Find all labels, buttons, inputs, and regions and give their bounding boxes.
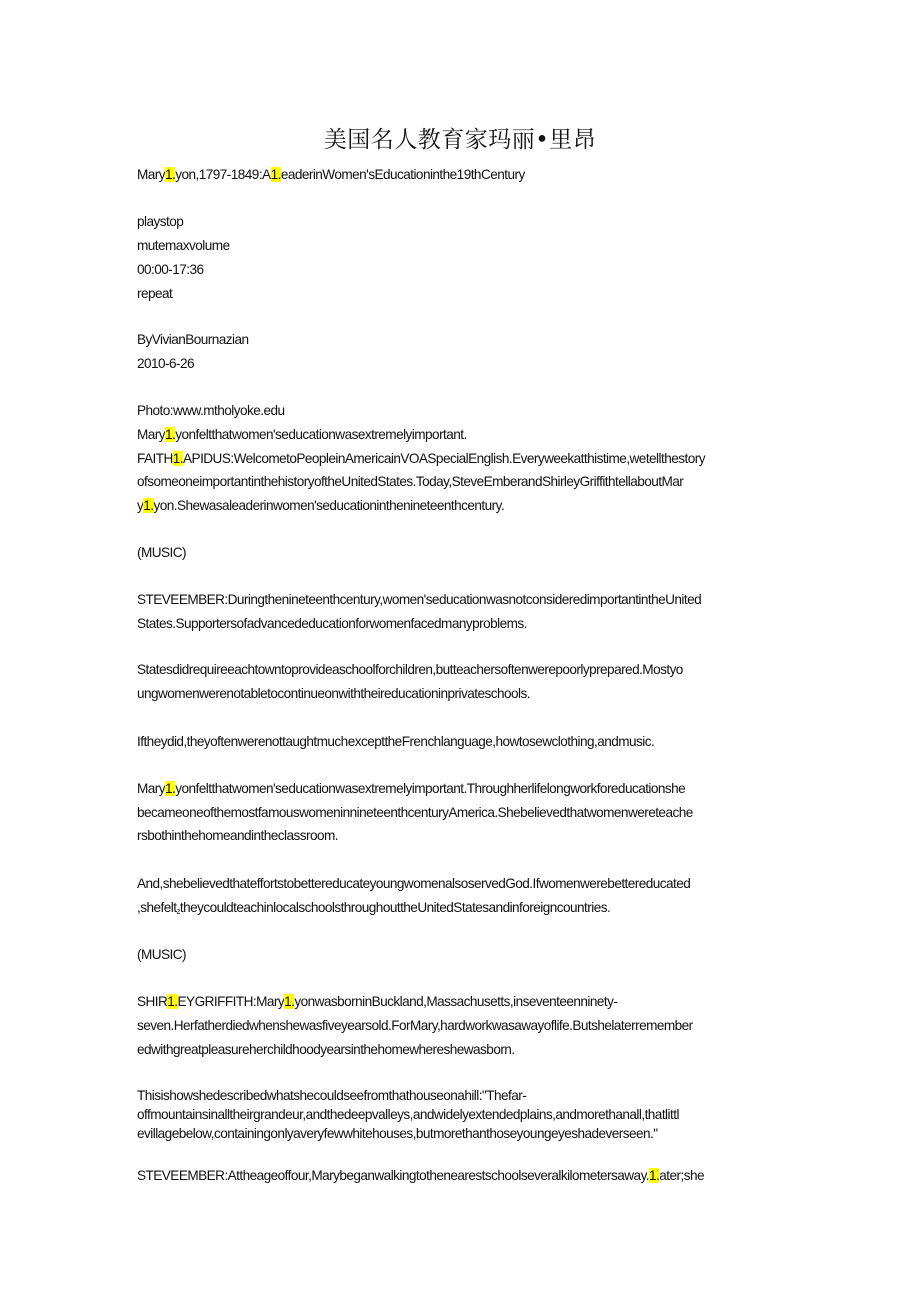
paragraph-7-line-2: seven.Herfatherdiedwhenshewasfiveyearsold.ForMary,hardworkwasawayoflife.Butshelaterremember — [137, 1018, 693, 1033]
paragraph-6-line-2: ,shefelt$_z$theycouldteachinlocalschoolsthroughouttheUnitedStatesandinforeigncountries. — [137, 900, 611, 916]
player-controls-mute-volume: mutemaxvolume — [137, 238, 230, 253]
byline-date: 2010-6-26 — [137, 356, 195, 371]
photo-caption: Mary1.yonfeltthatwomen'seducationwasextremelyimportant. — [137, 427, 467, 442]
photo-credit: Photo:www.mtholyoke.edu — [137, 403, 285, 418]
paragraph-3-line-1: Statesdidrequireeachtowntoprovideaschoolforchildren,butteachersoftenwerepoorlyprepared.Mostyo — [137, 662, 683, 677]
paragraph-5-line-1: Mary1.yonfeltthatwomen'seducationwasextremelyimportant.Throughherlifelongworkforeducationshe — [137, 781, 686, 796]
paragraph-1-line-3: y1.yon.Shewasaleaderinwomen'seducationinthenineteenthcentury. — [137, 498, 505, 513]
highlight-mark: 1. — [172, 451, 184, 466]
paragraph-3-line-2: ungwomenwerenotabletocontinueonwiththeireducationinprivateschools. — [137, 686, 530, 701]
player-repeat: repeat — [137, 286, 173, 301]
highlight-mark: 1. — [165, 167, 176, 182]
paragraph-2-line-1: STEVEEMBER:Duringthenineteenthcentury,women'seducationwasnotconsideredimportantintheUnited — [137, 592, 702, 607]
paragraph-1-line-1: FAITH1.APIDUS:WelcometoPeopleinAmericainVOASpecialEnglish.Everyweekatthistime,wetellthestory — [137, 451, 705, 466]
paragraph-7-line-3: edwithgreatpleasureherchildhoodyearsinthehomewhereshewasborn. — [137, 1042, 515, 1057]
paragraph-9-line-1: STEVEEMBER:Attheageoffour,Marybeganwalkingtothenearestschoolseveralkilometersaway.1.ater;she — [137, 1168, 705, 1183]
paragraph-8-line-1: Thisishowshedescribedwhatshecouldseefromthathouseonahill:"Thefar- — [137, 1088, 527, 1103]
highlight-mark: 1. — [143, 498, 154, 513]
player-controls-play-stop: playstop — [137, 214, 184, 229]
document-title: 美国名人教育家玛丽•里昂 — [323, 127, 597, 153]
byline-author: ByVivianBournazian — [137, 332, 249, 347]
music-cue: (MUSIC) — [137, 947, 187, 962]
player-time: 00:00-17:36 — [137, 262, 204, 277]
highlight-mark: 1. — [649, 1168, 660, 1183]
highlight-mark: 1. — [165, 781, 176, 796]
highlight-mark: 1. — [165, 427, 176, 442]
paragraph-5-line-3: rsbothinthehomeandintheclassroom. — [137, 828, 338, 843]
paragraph-5-line-2: becameoneofthemostfamouswomeninnineteenthcenturyAmerica.Shebelievedthatwomenwereteache — [137, 805, 693, 820]
highlight-mark: 1. — [270, 167, 281, 182]
highlight-mark: 1. — [167, 994, 178, 1009]
paragraph-4-line-1: Iftheydid,theyoftenwerenottaughtmuchexcepttheFrenchlanguage,howtosewclothing,andmusic. — [137, 734, 655, 749]
paragraph-7-line-1: SHIR1.EYGRIFFITH:Mary1.yonwasborninBuckland,Massachusetts,inseventeenninety- — [137, 994, 618, 1009]
paragraph-8-line-2: offmountainsinalltheirgrandeur,andthedeepvalleys,andwidelyextendedplains,andmorethanall,thatlittl — [137, 1107, 679, 1122]
paragraph-8-line-3: evillagebelow,containingonlyaveryfewwhitehouses,butmorethanthoseyoungeyeshadeverseen." — [137, 1126, 658, 1141]
article-heading: Mary1.yon,1797-1849:A1.eaderinWomen'sEducationinthe19thCentury — [137, 167, 525, 182]
highlight-mark: 1. — [284, 994, 295, 1009]
paragraph-2-line-2: States.Supportersofadvancededucationforwomenfacedmanyproblems. — [137, 616, 527, 631]
paragraph-1-line-2: ofsomeoneimportantinthehistoryoftheUnitedStates.Today,SteveEmberandShirleyGriffithtellaboutMar — [137, 474, 684, 489]
music-cue: (MUSIC) — [137, 545, 187, 560]
paragraph-6-line-1: And,shebelievedthateffortstobettereducateyoungwomenalsoservedGod.Ifwomenwerebettereducated — [137, 876, 691, 891]
